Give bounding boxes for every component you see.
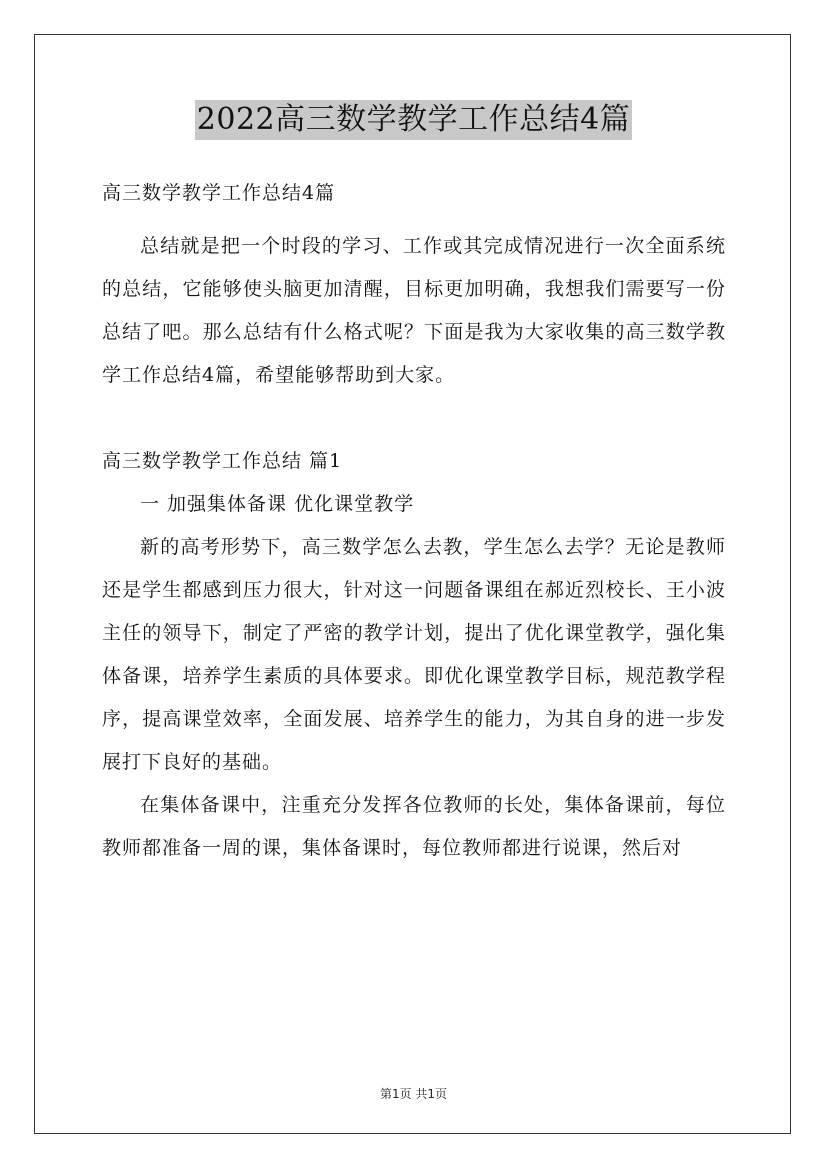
body-paragraph-1: 新的高考形势下，高三数学怎么去教，学生怎么去学？无论是教师还是学生都感到压力很大，针对这一问题备课组在郝近烈校长、王小波主任的领导下，制定了严密的教学计划，提出了优化课堂教学，强化集体备课，培养学生素质的具体要求。即优化课堂教学目标，规范教学程序，提高课堂效率，全面发展、培养学生的能力，为其自身的进一步发展打下良好的基础。 [102, 536, 726, 773]
body-paragraph-2: 在集体备课中，注重充分发挥各位教师的长处，集体备课前，每位教师都准备一周的课，集体备课时，每位教师都进行说课，然后对 [102, 794, 726, 859]
document-subtitle: 高三数学教学工作总结4篇 [102, 182, 336, 204]
blank-line [102, 397, 726, 440]
section-subheading: 一 加强集体备课 优化课堂教学 [140, 493, 415, 515]
title-wrap [0, 100, 827, 140]
page-footer: 第1页 共1页 [379, 1087, 448, 1101]
intro-paragraph: 总结就是把一个时段的学习、工作或其完成情况进行一次全面系统的总结，它能够使头脑更加清醒，目标更加明确，我想我们需要写一份总结了吧。那么总结有什么格式呢？下面是我为大家收集的高三数学教学工作总结4篇，希望能够帮助到大家。 [102, 235, 726, 386]
section-heading: 高三数学教学工作总结 篇1 [102, 450, 343, 472]
spacing [102, 215, 726, 225]
document-title: 2022高三数学教学工作总结4篇 [195, 100, 632, 140]
document-body [102, 172, 726, 870]
